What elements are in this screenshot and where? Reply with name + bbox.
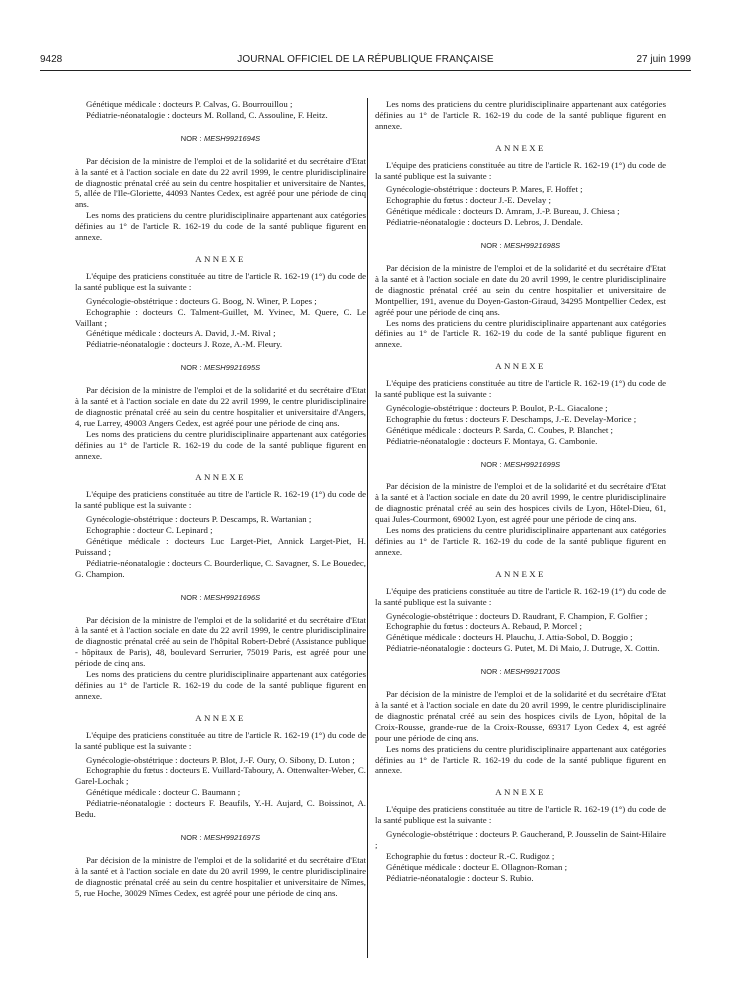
member-line: Génétique médicale : docteurs H. Plauchu, J. Attia-Sobol, D. Boggio ; <box>386 632 633 643</box>
member-line: Echographie du fœtus : docteur J.-E. Develay ; <box>386 195 551 206</box>
nor-code: MESH9921696S <box>203 592 261 602</box>
member-line: Echographie du fœtus : docteurs A. Rebaud, P. Morcel ; <box>386 621 582 632</box>
member-line: Génétique médicale : docteurs A. David, J.-M. Rival ; <box>86 328 276 339</box>
member-line: Echographie du fœtus : docteur R.-C. Rudigoz ; <box>386 850 555 861</box>
names-paragraph: Les noms des praticiens du centre pluridisciplinaire appartenant aux catégories définies au 1° de l'article R. 162-19 du code de la santé publique figurent en annexe. <box>375 525 666 557</box>
decision-paragraph: Par décision de la ministre de l'emploi et de la solidarité et du secrétaire d'Etat à la santé et à l'action sociale en date du 20 avril 1999, le centre pluridisciplinaire de diagnostic prénatal créé au sein des hospices civils de Lyon, Hôtel-Dieu, 61, quai Jules-Courmont, 69002 Lyon, est agréé pour une période de cinq ans. <box>375 481 666 525</box>
member-line: Génétique médicale : docteur E. Ollagnon-Roman ; <box>386 861 568 872</box>
nor-reference <box>75 363 366 374</box>
names-paragraph: Les noms des praticiens du centre pluridisciplinaire appartenant aux catégories définies au 1° de l'article R. 162-19 du code de la santé publique figurent en annexe. <box>375 317 666 350</box>
nor-code: MESH9921700S <box>503 667 561 677</box>
member-line: Pédiatrie-néonatalogie : docteurs G. Putet, M. Di Maio, J. Dutruge, X. Cottin. <box>386 643 660 654</box>
member-line: Gynécologie-obstétrique : docteurs D. Raudrant, F. Champion, F. Golfier ; <box>386 610 648 621</box>
member-line: Génétique médicale : docteurs D. Amram, J.-P. Bureau, J. Chiesa ; <box>386 206 620 217</box>
member-line: Gynécologie-obstétrique : docteurs P. Blot, J.-F. Oury, O. Sibony, D. Luton ; <box>86 754 355 765</box>
member-line: Pédiatrie-néonatalogie : docteurs M. Rolland, C. Assouline, F. Heitz. <box>86 109 328 120</box>
names-paragraph: Les noms des praticiens du centre pluridisciplinaire appartenant aux catégories définies au 1° de l'article R. 162-19 du code de la santé publique figurent en annexe. <box>375 99 666 131</box>
member-line: Echographie du fœtus : docteurs E. Vuillard-Taboury, A. Ottenwalter-Weber, C. Garel-Lochak ; <box>75 765 366 787</box>
names-paragraph: Les noms des praticiens du centre pluridisciplinaire appartenant aux catégories définies au 1° de l'article R. 162-19 du code de la santé publique figurent en annexe. <box>75 428 366 461</box>
page-header <box>40 52 691 68</box>
nor-reference <box>375 241 666 252</box>
annexe-heading: ANNEXE <box>195 253 246 264</box>
annexe-heading: ANNEXE <box>195 712 246 723</box>
nor-reference <box>75 134 366 145</box>
member-line: Gynécologie-obstétrique : docteurs P. Mares, F. Hoffet ; <box>386 184 583 195</box>
header-rule <box>40 70 691 71</box>
decision-paragraph: Par décision de la ministre de l'emploi et de la solidarité et du secrétaire d'Etat à la santé et à l'action sociale en date du 22 avril 1999, le centre pluridisciplinaire de diagnostic prénatal créé au sein de l'hôpital Robert-Debré (Assistance publique - hôpitaux de Paris), 48, boulevard Serrurier, 75019 Paris, est agréé pour une période de cinq ans. <box>75 614 366 669</box>
nor-label: NOR : <box>180 832 202 842</box>
member-line: Echographie du fœtus : docteurs F. Deschamps, J.-E. Develay-Morice ; <box>386 413 637 424</box>
member-line: Echographie : docteurs C. Talment-Guillet, M. Yvinec, M. Quere, C. Le Vaillant ; <box>75 306 366 328</box>
team-intro: L'équipe des praticiens constituée au titre de l'article R. 162-19 (1°) du code de la santé publique est la suivante : <box>75 270 366 292</box>
nor-code: MESH9921695S <box>203 363 261 373</box>
member-line: Pédiatrie-néonatalogie : docteurs C. Bourderlique, C. Savagner, S. Le Bouedec, G. Champion. <box>75 557 366 579</box>
team-intro: L'équipe des praticiens constituée au titre de l'article R. 162-19 (1°) du code de la santé publique est la suivante : <box>375 585 666 607</box>
team-intro: L'équipe des praticiens constituée au titre de l'article R. 162-19 (1°) du code de la santé publique est la suivante : <box>75 729 366 751</box>
right-column <box>375 99 666 884</box>
decision-paragraph: Par décision de la ministre de l'emploi et de la solidarité et du secrétaire d'Etat à la santé et à l'action sociale en date du 22 avril 1999, le centre pluridisciplinaire de diagnostic prénatal créé au sein du centre hospitalier et universitaire de Nantes, 5, allée de l'Ile-Gloriette, 44093 Nantes Cedex, est agréé pour une période de cinq ans. <box>75 155 366 210</box>
nor-reference <box>75 833 366 844</box>
member-line: Pédiatrie-néonatalogie : docteur S. Rubio. <box>386 872 534 883</box>
member-line: Génétique médicale : docteurs Luc Larget-Piet, Annick Larget-Piet, H. Puissand ; <box>75 536 366 557</box>
team-intro: L'équipe des praticiens constituée au titre de l'article R. 162-19 (1°) du code de la santé publique est la suivante : <box>375 804 666 826</box>
nor-code: MESH9921699S <box>503 459 561 469</box>
names-paragraph: Les noms des praticiens du centre pluridisciplinaire appartenant aux catégories définies au 1° de l'article R. 162-19 du code de la santé publique figurent en annexe. <box>75 210 366 243</box>
annexe-heading: ANNEXE <box>495 142 546 153</box>
nor-label: NOR : <box>180 133 202 143</box>
member-line: Gynécologie-obstétrique : docteurs P. Gaucherand, P. Jousselin de Saint-Hilaire ; <box>375 829 666 850</box>
annexe-heading: ANNEXE <box>195 472 246 483</box>
member-line: Gynécologie-obstétrique : docteurs P. Descamps, R. Wartanian ; <box>86 514 312 525</box>
nor-reference <box>75 593 366 604</box>
page-number: 9428 <box>40 54 63 65</box>
team-intro: L'équipe des praticiens constituée au titre de l'article R. 162-19 (1°) du code de la santé publique est la suivante : <box>75 489 366 511</box>
decision-paragraph: Par décision de la ministre de l'emploi et de la solidarité et du secrétaire d'Etat à la santé et à l'action sociale en date du 20 avril 1999, le centre pluridisciplinaire de diagnostic prénatal créé au sein du centre hospitalier et universitaire de Nîmes, 5, rue Hoche, 30029 Nîmes Cedex, est agréé pour une période de cinq ans. <box>75 854 366 898</box>
nor-label: NOR : <box>180 363 202 373</box>
left-column <box>75 99 366 898</box>
nor-label: NOR : <box>480 459 502 469</box>
decision-paragraph: Par décision de la ministre de l'emploi et de la solidarité et du secrétaire d'Etat à la santé et à l'action sociale en date du 20 avril 1999, le centre pluridisciplinaire de diagnostic prénatal créé au sein du centre hospitalier et universitaire de Montpellier, 191, avenue du Doyen-Gaston-Giraud, 34295 Montpellier Cedex, est agréé pour une période de cinq ans. <box>375 262 666 317</box>
nor-code: MESH9921694S <box>203 133 261 143</box>
member-line: Pédiatrie-néonatalogie : docteurs J. Roze, A.-M. Fleury. <box>86 339 283 350</box>
names-paragraph: Les noms des praticiens du centre pluridisciplinaire appartenant aux catégories définies au 1° de l'article R. 162-19 du code de la santé publique figurent en annexe. <box>375 743 666 776</box>
member-line: Pédiatrie-néonatalogie : docteurs D. Lebros, J. Dendale. <box>386 217 583 228</box>
decision-paragraph: Par décision de la ministre de l'emploi et de la solidarité et du secrétaire d'Etat à la santé et à l'action sociale en date du 22 avril 1999, le centre pluridisciplinaire de diagnostic prénatal créé au sein du centre hospitalier et universitaire d'Angers, 4, rue Larrey, 49003 Angers Cedex, est agréé pour une période de cinq ans. <box>75 385 366 428</box>
nor-code: MESH9921698S <box>503 241 561 251</box>
member-line: Gynécologie-obstétrique : docteurs P. Boulot, P.-L. Giacalone ; <box>386 402 608 413</box>
nor-reference <box>375 667 666 678</box>
nor-label: NOR : <box>480 241 502 251</box>
member-line: Echographie : docteur C. Lepinard ; <box>86 525 213 536</box>
team-intro: L'équipe des praticiens constituée au titre de l'article R. 162-19 (1°) du code de la santé publique est la suivante : <box>375 378 666 400</box>
nor-label: NOR : <box>480 667 502 677</box>
nor-label: NOR : <box>180 592 202 602</box>
nor-reference <box>375 460 666 471</box>
annexe-heading: ANNEXE <box>495 568 546 579</box>
annexe-heading: ANNEXE <box>495 787 546 798</box>
names-paragraph: Les noms des praticiens du centre pluridisciplinaire appartenant aux catégories définies au 1° de l'article R. 162-19 du code de la santé publique figurent en annexe. <box>75 669 366 701</box>
publication-date: 27 juin 1999 <box>636 54 691 65</box>
member-line: Génétique médicale : docteur C. Baumann ; <box>86 787 241 798</box>
member-line: Pédiatrie-néonatalogie : docteurs F. Beaufils, Y.-H. Aujard, C. Boissinot, A. Bedu. <box>75 798 366 820</box>
member-line: Génétique médicale : docteurs P. Calvas, G. Bourrouillou ; <box>86 99 293 109</box>
member-line: Gynécologie-obstétrique : docteurs G. Boog, N. Winer, P. Lopes ; <box>86 295 317 306</box>
nor-code: MESH9921697S <box>203 832 261 842</box>
decision-paragraph: Par décision de la ministre de l'emploi et de la solidarité et du secrétaire d'Etat à la santé et à l'action sociale en date du 20 avril 1999, le centre pluridisciplinaire de diagnostic prénatal créé au sein des hospices civils de Lyon, hôpital de la Croix-Rousse, grande-rue de la Croix-Rousse, 69317 Lyon Cedex 4, est agréé pour une période de cinq ans. <box>375 689 666 743</box>
member-line: Génétique médicale : docteurs P. Sarda, C. Coubes, P. Blanchet ; <box>386 424 613 435</box>
member-line: Pédiatrie-néonatalogie : docteurs F. Montaya, G. Cambonie. <box>386 435 598 446</box>
column-divider <box>367 98 368 958</box>
journal-title: JOURNAL OFFICIEL DE LA RÉPUBLIQUE FRANÇAISE <box>237 54 494 65</box>
team-intro: L'équipe des praticiens constituée au titre de l'article R. 162-19 (1°) du code de la santé publique est la suivante : <box>375 159 666 181</box>
annexe-heading: ANNEXE <box>495 361 546 372</box>
